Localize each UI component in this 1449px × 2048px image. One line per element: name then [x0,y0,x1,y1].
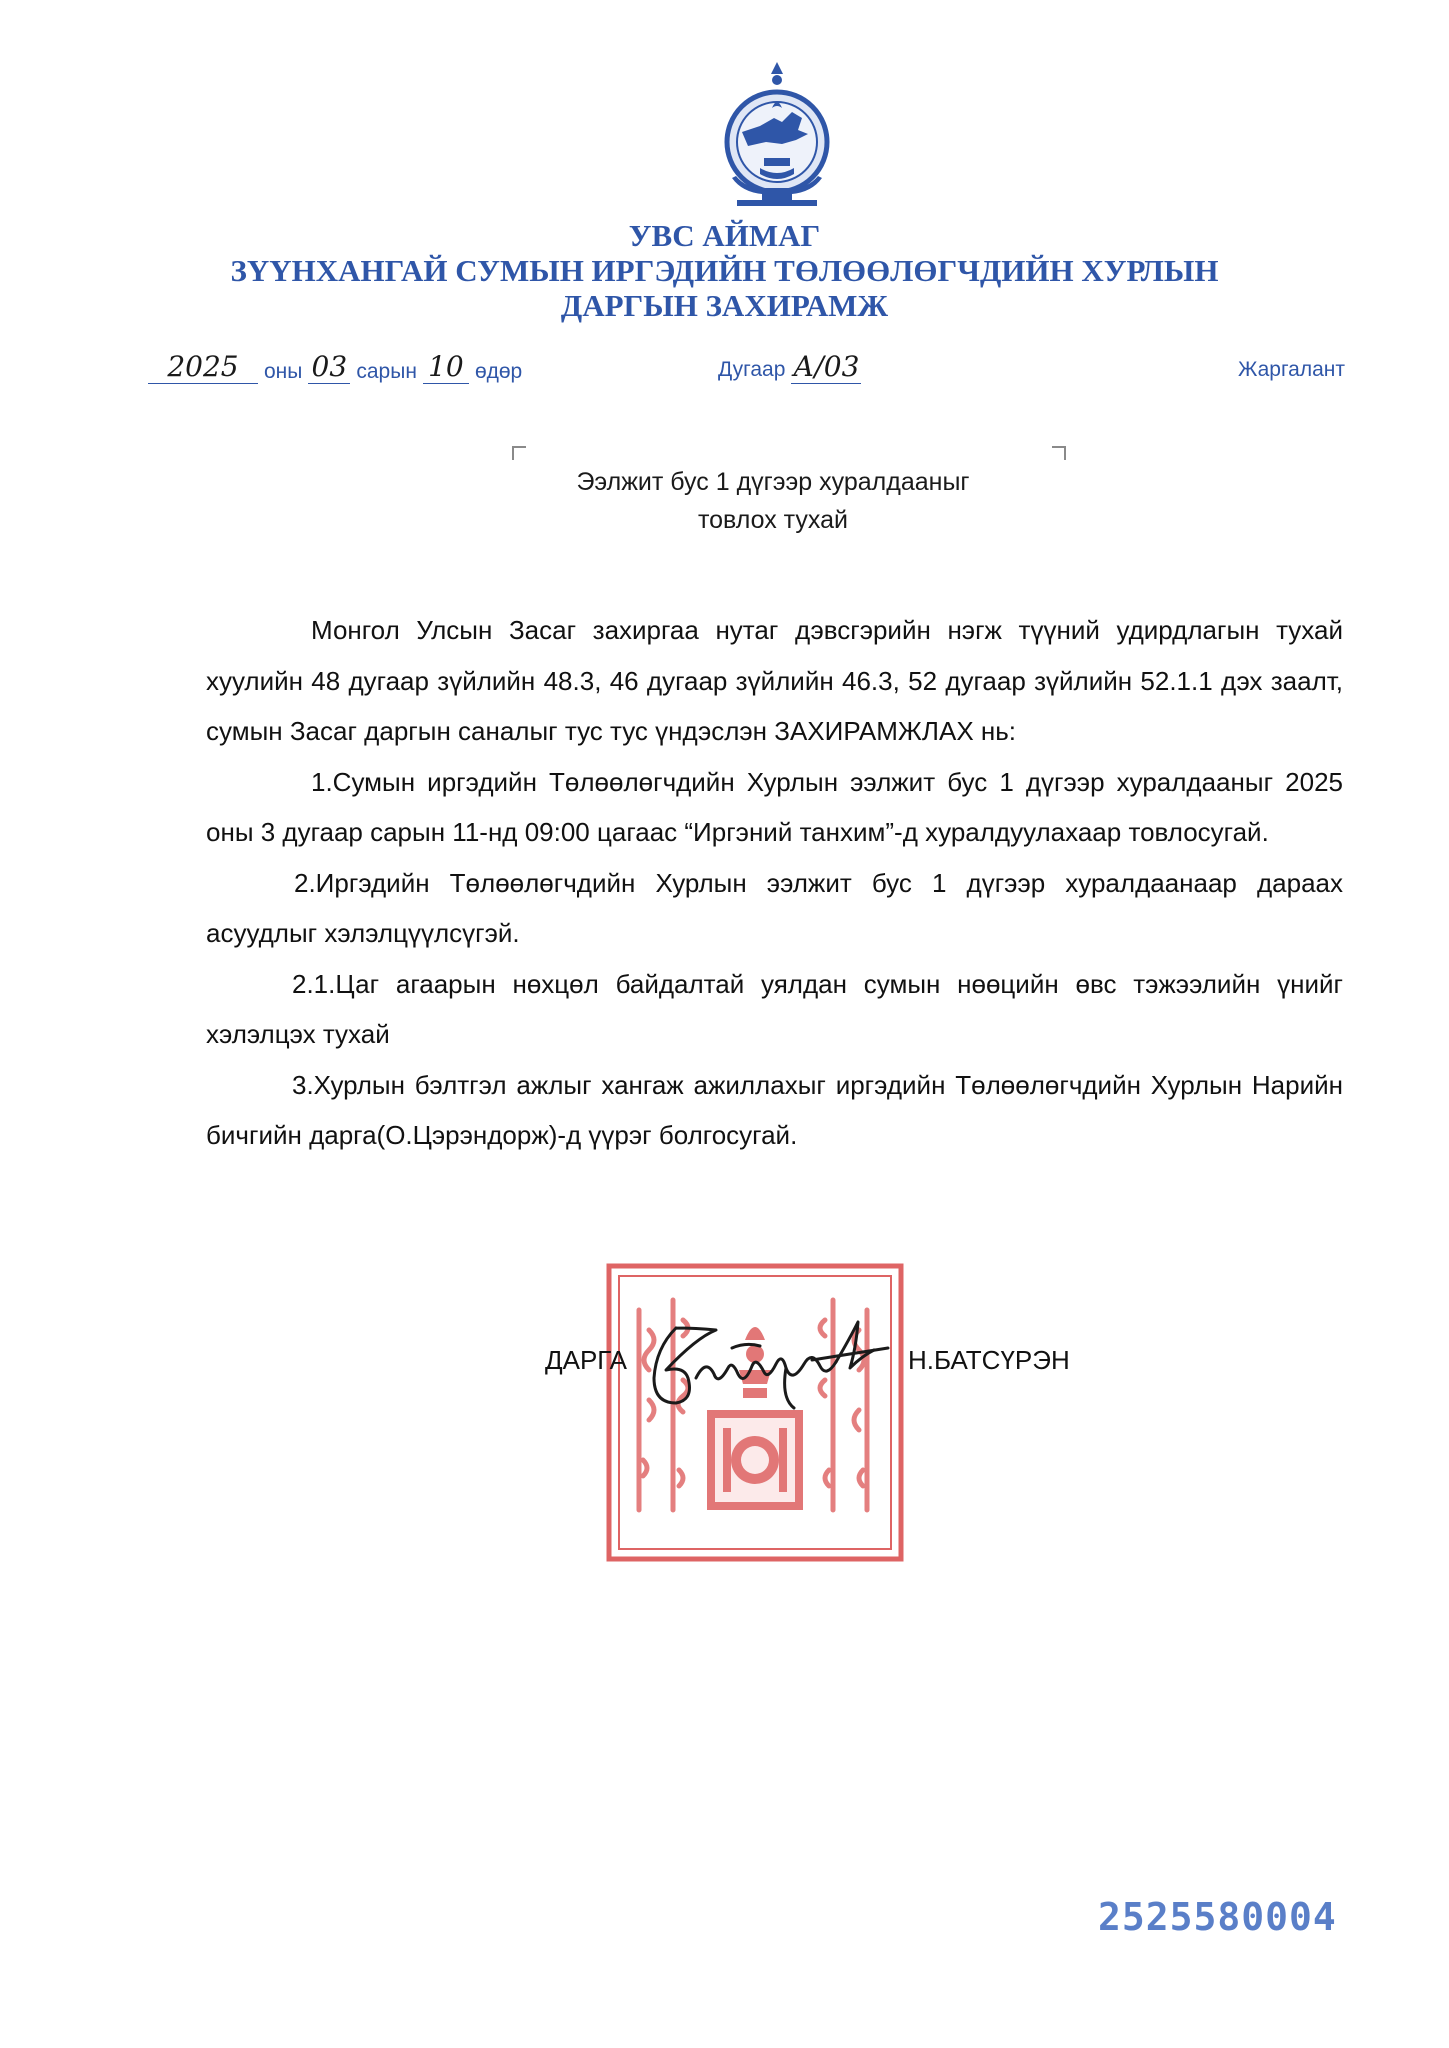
subject-corner-mark-left [512,446,526,460]
document-subject [473,463,1073,539]
day-label: өдөр [474,360,523,383]
body-item-1: 1.Сумын иргэдийн Төлөөлөгчдийн Хурлын ээлжит бус 1 дүгээр хуралдааныг 2025 оны 3 дугаар сарын 11-нд 09:00 цагаас “Иргэний танхим”-д хуралдуулахаар товлосугай. [206,766,1343,847]
year-blank [148,350,258,384]
number-blank [791,350,861,384]
number-field [718,350,861,384]
year-handwritten: 2025 [167,350,239,383]
number-handwritten: А/03 [793,350,860,383]
subject-corner-mark-right [1052,446,1066,460]
body-item-2: 2.Иргэдийн Төлөөлөгчдийн Хурлын ээлжит бус 1 дүгээр хуралдаанаар дараах асуудлыг хэлэлцүүлсүгэй. [206,867,1343,948]
header-document-type: ДАРГЫН ЗАХИРАМЖ [560,288,889,323]
year-label: оны [264,360,303,383]
body-item-2-1: 2.1.Цаг агаарын нөхцөл байдалтай уялдан сумын нөөцийн өвс тэжээлийн үнийг хэлэлцэх тухай [206,968,1343,1049]
month-label: сарын [356,360,417,383]
subject-line-2: товлох тухай [697,506,849,534]
month-blank [308,350,350,384]
month-handwritten: 03 [311,350,348,383]
mongolia-state-emblem-icon [722,60,832,210]
day-handwritten: 10 [428,350,464,383]
place-name: Жаргалант [1237,358,1345,381]
day-blank [423,350,469,384]
body-item-3: 3.Хурлын бэлтгэл ажлыг хангаж ажиллахыг иргэдийн Төлөөлөгчдийн Хурлын Нарийн бичгийн дарга(О.Цэрэндорж)-д үүрэг болгосугай. [206,1069,1343,1150]
body-preamble: Монгол Улсын Засаг захиргаа нутаг дэвсгэрийн нэгж түүний удирдлагын тухай хуулийн 48 дугаар зүйлийн 48.3, 46 дугаар зүйлийн 46.3, 52 дугаар зүйлийн 52.1.1 дэх заалт, сумын Засаг даргын саналыг тус тус үндэслэн ЗАХИРАМЖЛАХ нь: [206,615,1343,746]
number-label: Дугаар [718,358,786,381]
header-organization: ЗҮҮНХАНГАЙ СУМЫН ИРГЭДИЙН ТӨЛӨӨЛӨГЧДИЙН ХУРЛЫН [230,253,1219,288]
document-body [206,605,1343,1161]
handwritten-signature [636,1308,896,1418]
date-field [148,350,528,384]
subject-line-1: Ээлжит бус 1 дүгээр хуралдааныг [576,468,970,496]
document-header [0,218,1449,323]
document-meta-row [0,350,1449,390]
document-serial-number: 2525580004 [1098,1895,1337,1939]
signer-name: Н.БАТСҮРЭН [908,1345,1070,1375]
header-aimag: УВС АЙМАГ [628,218,821,253]
signer-title: ДАРГА [545,1345,627,1375]
